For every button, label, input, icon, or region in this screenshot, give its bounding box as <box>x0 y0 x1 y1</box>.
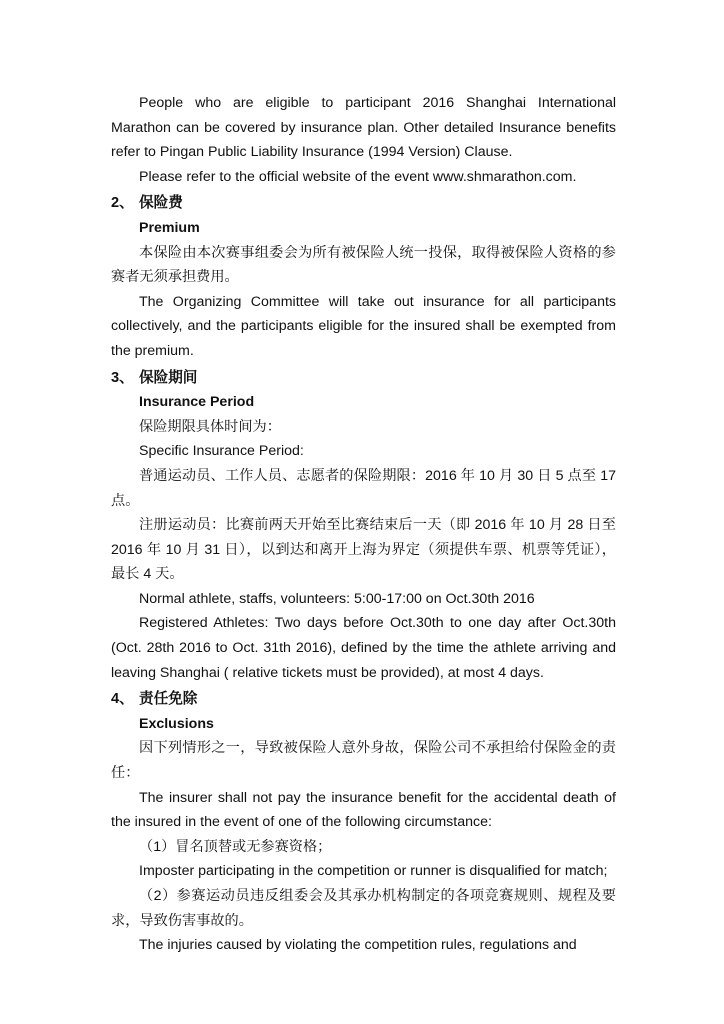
section-2-english-text: The Organizing Committee will take out insurance for all participants collectively, and the participants eligible for the insured shall be exempted from the premium. <box>111 293 616 359</box>
section-3-english-registered-period: Registered Athletes: Two days before Oct.30th to one day after Oct.30th (Oct. 28th 2016 to Oct. 31th 2016), defined by the time the athlete arriving and leaving Shanghai ( relative tickets must be provided), at most 4 days. <box>111 615 616 681</box>
section-4-heading <box>111 687 616 712</box>
section-4-title: 责任免除 <box>139 691 198 708</box>
section-3-number: 3、 <box>111 369 134 386</box>
section-2-heading <box>111 191 616 216</box>
section-3-heading <box>111 366 616 391</box>
section-3-english-intro: Specific Insurance Period: <box>139 443 304 460</box>
section-3-chinese-registered-period: 注册运动员：比赛前两天开始至比赛结束后一天（即 2016 年 10 月 28 日至 2016 年 10 月 31 日），以到达和离开上海为界定（须提供车票、机票等凭证），最长 4 天。 <box>111 517 616 583</box>
section-2-number: 2、 <box>111 195 134 212</box>
section-4-subtitle: Exclusions <box>139 715 214 732</box>
section-4-english-intro: The insurer shall not pay the insurance benefit for the accidental death of the insured in the event of one of the following circumstance: <box>111 789 616 831</box>
section-4-number: 4、 <box>111 691 134 708</box>
section-4-english-item-1: Imposter participating in the competition or runner is disqualified for match; <box>139 863 608 880</box>
eligibility-paragraph: People who are eligible to participant 2016 Shanghai International Marathon can be covered by insurance plan. Other detailed Insurance benefits refer to Pingan Public Liability Insurance (1994 Version) Clause. <box>111 95 616 161</box>
section-3-title: 保险期间 <box>139 369 198 386</box>
section-3-english-normal-period: Normal athlete, staffs, volunteers: 5:00-17:00 on Oct.30th 2016 <box>139 590 535 607</box>
website-paragraph: Please refer to the official website of the event www.shmarathon.com. <box>139 168 577 185</box>
section-2-subtitle: Premium <box>139 219 200 236</box>
section-2-chinese-text: 本保险由本次赛事组委会为所有被保险人统一投保，取得被保险人资格的参赛者无须承担费用。 <box>111 244 616 286</box>
document-body <box>111 91 616 958</box>
section-4-chinese-intro: 因下列情形之一，导致被保险人意外身故，保险公司不承担给付保险金的责任： <box>111 740 616 782</box>
section-4-chinese-item-2: （2）参赛运动员违反组委会及其承办机构制定的各项竞赛规则、规程及要求，导致伤害事故的。 <box>111 888 616 929</box>
section-2-title: 保险费 <box>139 195 183 212</box>
section-3-subtitle: Insurance Period <box>139 394 255 411</box>
section-3-chinese-intro: 保险期限具体时间为： <box>139 418 281 435</box>
section-3-chinese-normal-period: 普通运动员、工作人员、志愿者的保险期限：2016 年 10 月 30 日 5 点至 17 点。 <box>111 467 616 509</box>
section-4-chinese-item-1: （1）冒名顶替或无参赛资格； <box>139 838 332 855</box>
section-4-english-item-2: The injuries caused by violating the competition rules, regulations and <box>139 937 577 954</box>
